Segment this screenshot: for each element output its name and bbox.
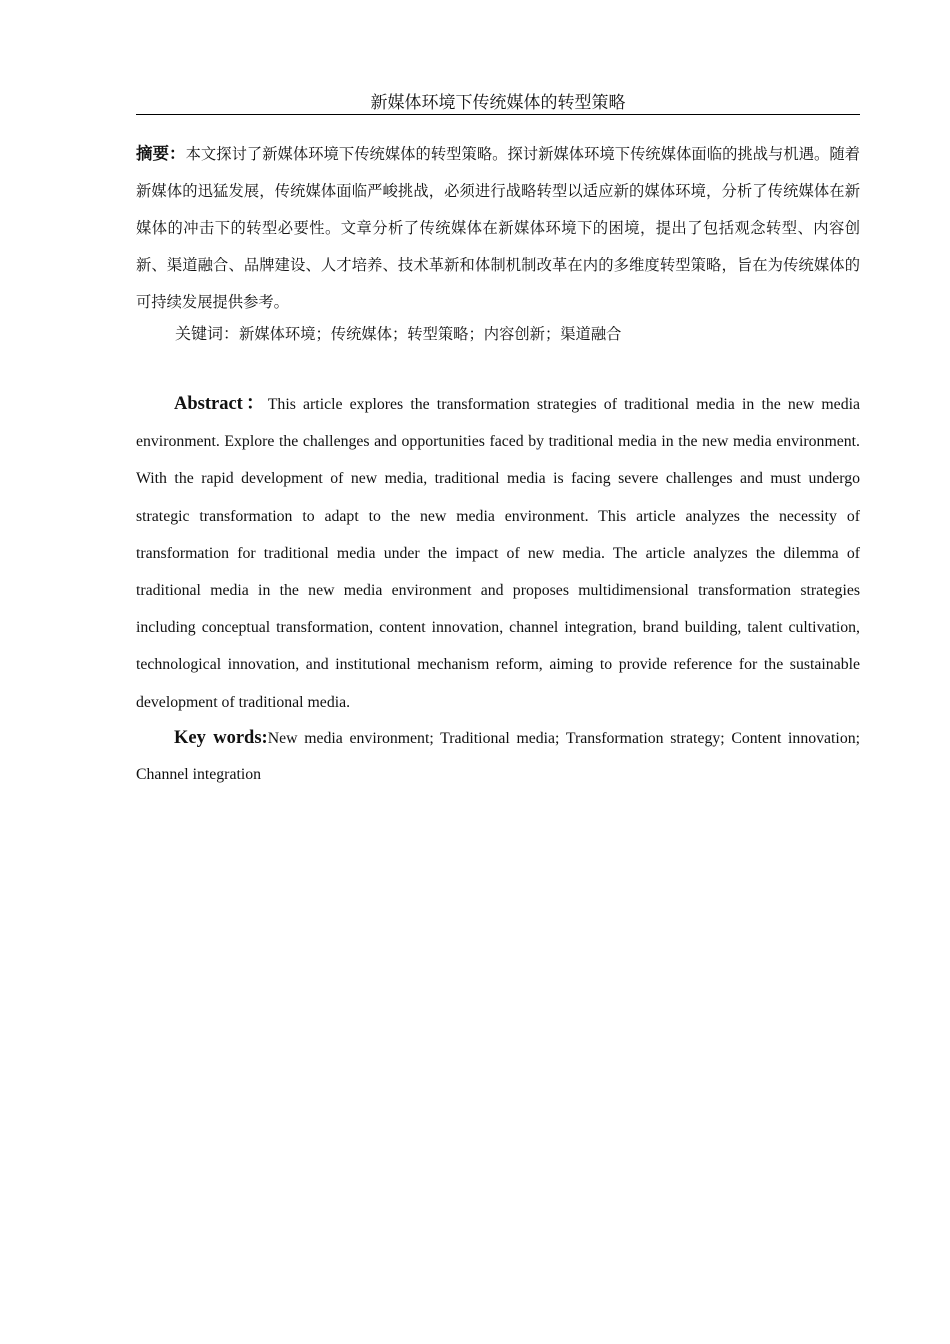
header-rule: [136, 114, 860, 115]
chinese-keywords: [175, 320, 860, 348]
chinese-abstract: [136, 135, 860, 321]
running-header-title: 新媒体环境下传统媒体的转型策略: [370, 93, 626, 113]
chinese-keywords-text: 新媒体环境；传统媒体；转型策略；内容创新；渠道融合: [239, 325, 622, 343]
english-keywords-label: Key words:: [174, 728, 268, 748]
english-abstract: [136, 386, 860, 721]
chinese-abstract-label: 摘要：: [136, 144, 186, 163]
chinese-abstract-text: 本文探讨了新媒体环境下传统媒体的转型策略。探讨新媒体环境下传统媒体面临的挑战与机遇。随着新媒体的迅猛发展，传统媒体面临严峻挑战，必须进行战略转型以适应新的媒体环境，分析了传统媒体在新媒体的冲击下的转型必要性。文章分析了传统媒体在新媒体环境下的困境，提出了包括观念转型、内容创新、渠道融合、品牌建设、人才培养、技术革新和体制机制改革在内的多维度转型策略，旨在为传统媒体的可持续发展提供参考。: [136, 145, 860, 311]
english-abstract-text: This article explores the transformation strategies of traditional media in the new media environment. Explore the challenges and opportunities faced by traditional media in the new media environment. With the rapid development of new media, traditional media is facing severe challenges and must undergo strategic transformation to adapt to the new media environment. This article analyzes the necessity of transformation for traditional media under the impact of new media. The article analyzes the dilemma of traditional media in the new media environment and proposes multidimensional transformation strategies including conceptual transformation, content innovation, channel integration, brand building, talent cultivation, technological innovation, and institutional mechanism reform, aiming to provide reference for the sustainable development of traditional media.: [136, 396, 860, 711]
chinese-keywords-label: 关键词：: [175, 324, 240, 343]
english-abstract-label: Abstract：: [174, 394, 268, 414]
english-keywords: [136, 720, 860, 793]
english-keywords-text: New media environment; Traditional media; Transformation strategy; Content innovation; Channel integration: [136, 730, 861, 783]
